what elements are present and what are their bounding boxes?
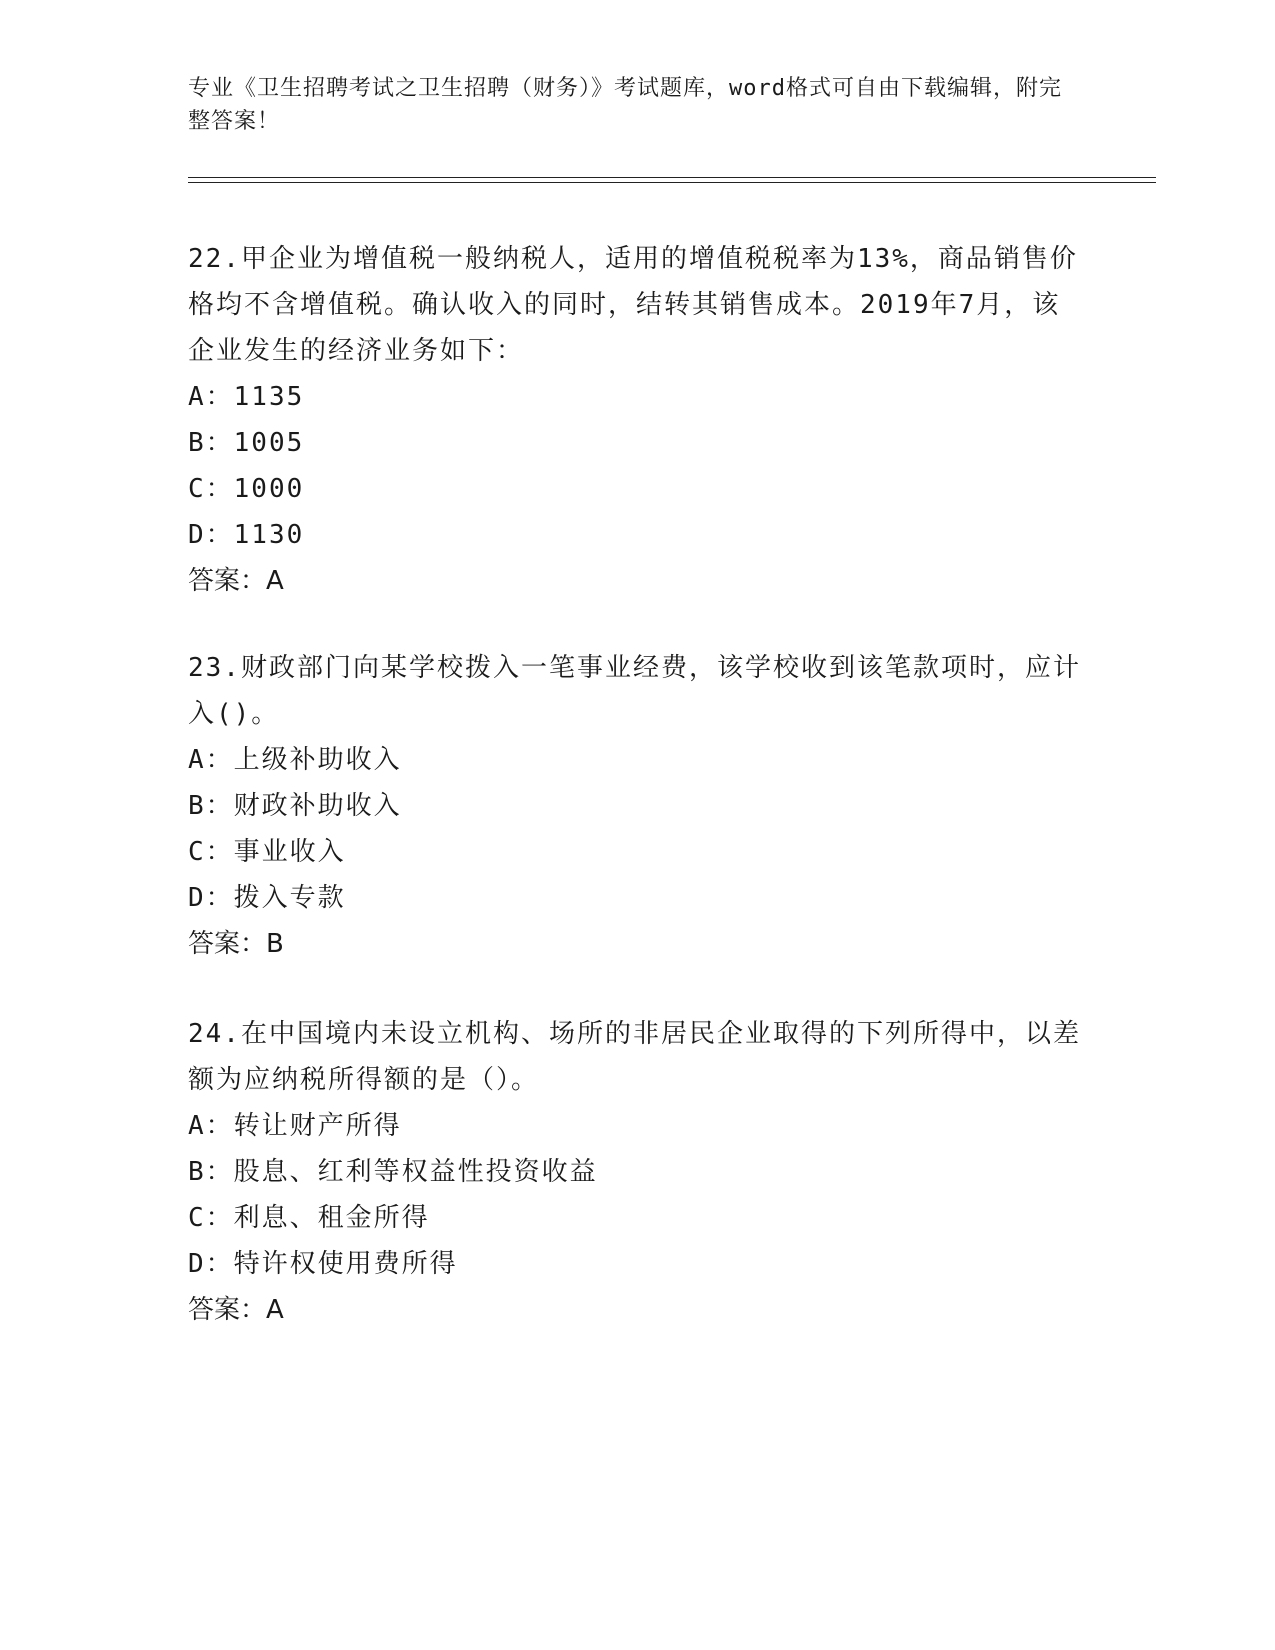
option-c: C：利息、租金所得 <box>188 1203 430 1233</box>
question-stem: 24.在中国境内未设立机构、场所的非居民企业取得的下列所得中，以差额为应纳税所得额的是（）。 <box>188 1019 1081 1095</box>
question-22 <box>188 236 1088 604</box>
option-d: D：特许权使用费所得 <box>188 1249 458 1279</box>
option-b: B：财政补助收入 <box>188 791 402 821</box>
option-d: D：拨入专款 <box>188 883 346 913</box>
header-text: 专业《卫生招聘考试之卫生招聘（财务）》考试题库，word格式可自由下载编辑，附完整答案！ <box>188 76 1062 134</box>
answer: 答案：A <box>188 1295 284 1325</box>
option-a: A：1135 <box>188 382 305 412</box>
option-b: B：1005 <box>188 428 305 458</box>
answer: 答案：B <box>188 929 284 959</box>
option-b: B：股息、红利等权益性投资收益 <box>188 1157 598 1187</box>
question-stem: 23.财政部门向某学校拨入一笔事业经费，该学校收到该笔款项时，应计入()。 <box>188 653 1081 729</box>
document-header <box>188 72 1068 138</box>
option-c: C：事业收入 <box>188 837 346 867</box>
header-rule-bottom <box>188 182 1156 183</box>
option-d: D：1130 <box>188 520 305 550</box>
option-c: C：1000 <box>188 474 305 504</box>
question-23 <box>188 645 1088 967</box>
header-rule-top <box>188 177 1156 178</box>
answer: 答案：A <box>188 566 284 596</box>
option-a: A：上级补助收入 <box>188 745 402 775</box>
question-24 <box>188 1011 1088 1333</box>
option-a: A：转让财产所得 <box>188 1111 402 1141</box>
question-stem: 22.甲企业为增值税一般纳税人，适用的增值税税率为13%，商品销售价格均不含增值税。确认收入的同时，结转其销售成本。2019年7月，该企业发生的经济业务如下： <box>188 244 1078 366</box>
